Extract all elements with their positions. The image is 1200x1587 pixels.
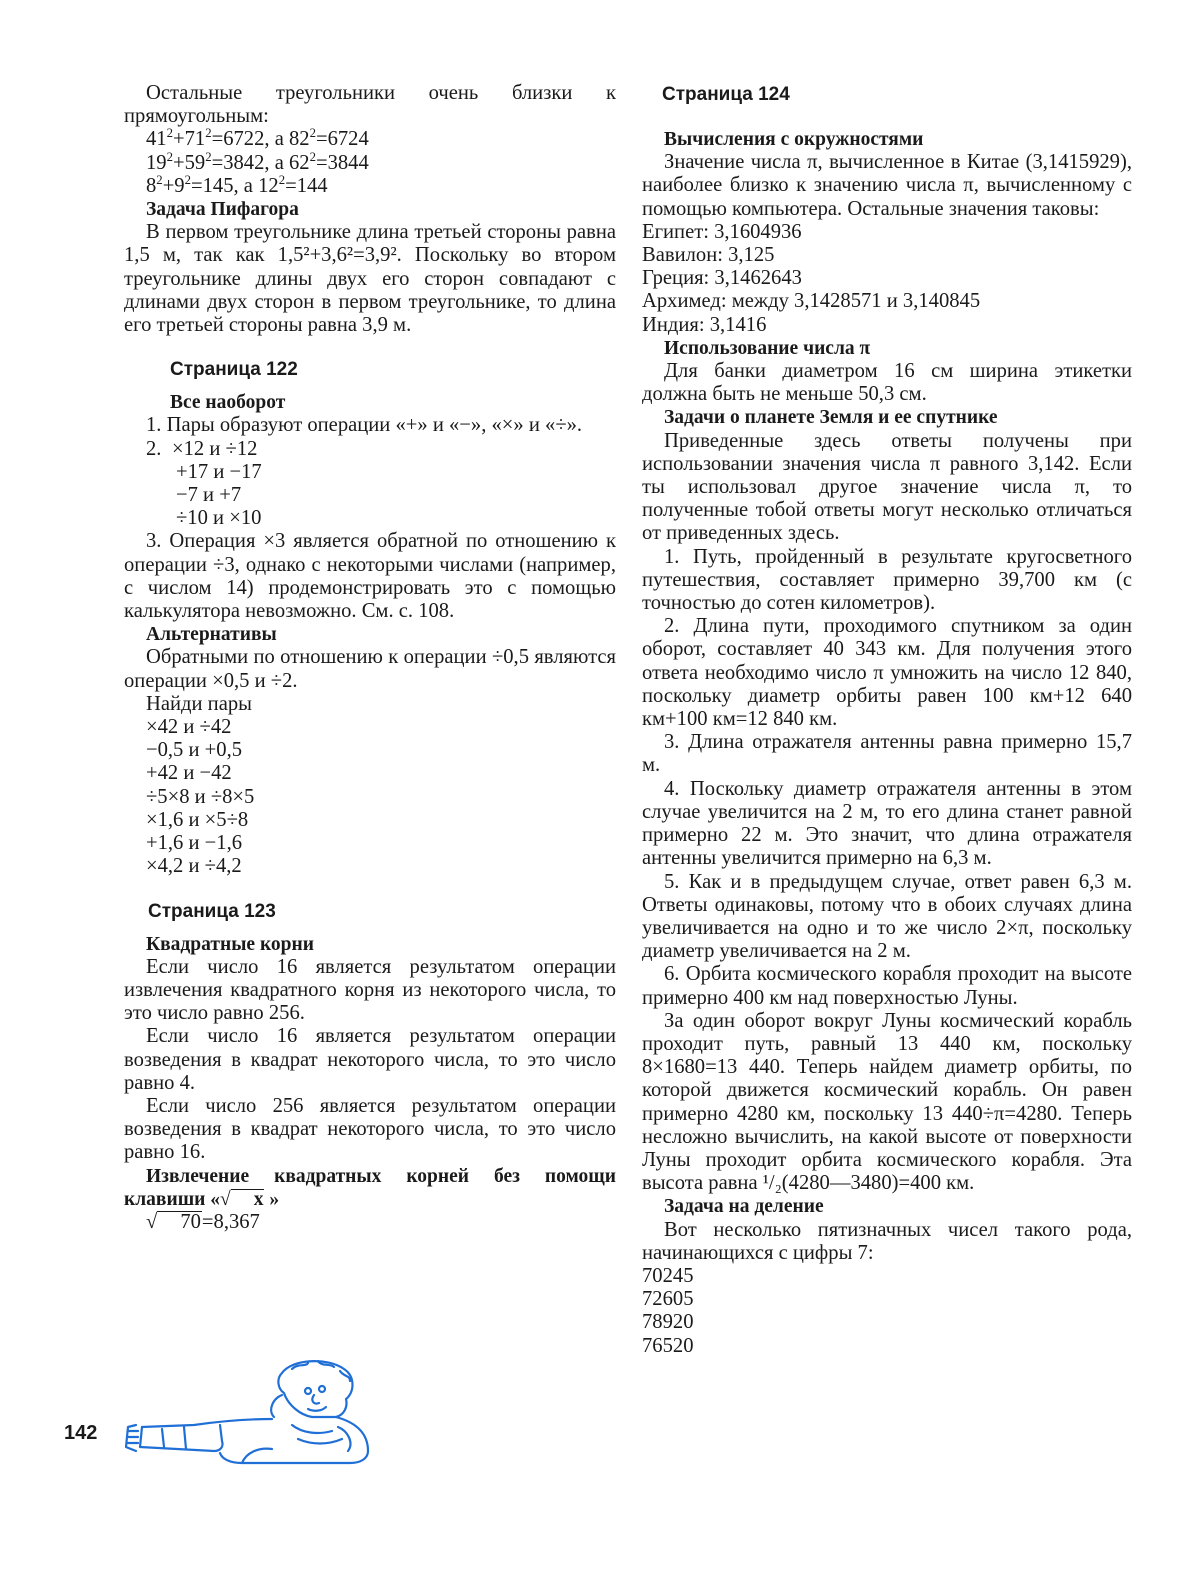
alternatives-text: Обратными по отношению к операции ÷0,5 являются операции ×0,5 и ÷2. bbox=[124, 646, 616, 692]
triple-line: $19^2+59^2=3842$, а $62^2=3844$ bbox=[146, 149, 369, 174]
pi-value-item: Египет: 3,1604936 bbox=[642, 220, 802, 243]
answers-list bbox=[642, 546, 1132, 1010]
division-text: Вот несколько пятизначных чисел такого рода, начинающихся с цифры 7: bbox=[642, 1218, 1132, 1264]
sqrt-70-result: √ 70=8,367 bbox=[146, 1210, 260, 1233]
sqrt-para-2: Если число 16 является результатом операции возведения в квадрат некоторого числа, то это число равно 4. bbox=[124, 1025, 616, 1094]
alternatives-title: Альтернативы bbox=[146, 624, 277, 646]
pair-item: ×42 и ÷42 bbox=[146, 716, 232, 739]
left-column bbox=[124, 82, 616, 1234]
pair-item: +42 и −42 bbox=[146, 762, 232, 785]
pythagoras-title: Задача Пифагора bbox=[146, 199, 299, 221]
number-item: 78920 bbox=[642, 1311, 694, 1334]
circles-title: Вычисления с окружностями bbox=[664, 129, 924, 150]
earth-title: Задачи о планете Земля и ее спутнике bbox=[664, 407, 998, 429]
item-3: 3. Операция ×3 является обратной по отношению к операции ÷3, однако с некоторыми числами (например, с числом 14) продемонстрировать это с помощью калькулятора невозможно. См. с. 108. bbox=[124, 530, 616, 623]
number-item: 76520 bbox=[642, 1334, 694, 1357]
intro-text: Остальные треугольники очень близки к прямоугольным: bbox=[124, 82, 616, 128]
answer-item: 2. Длина пути, проходимого спутником за один оборот, составляет 40 343 км. Для получения этого ответа необходимо число π умножить на число 12 840, поскольку диаметр орбиты равен 100 км+12 640 км+100 км=12 840 км. bbox=[642, 615, 1132, 731]
pair-item: ×4,2 и ÷4,2 bbox=[146, 855, 242, 878]
page-123-heading: Страница 123 bbox=[148, 900, 276, 922]
triple-line: $41^2+71^2=6722$, а $82^2=6724$ bbox=[146, 126, 369, 151]
reverse-title: Все наоборот bbox=[170, 392, 286, 414]
answer-item: 4. Поскольку диаметр отражателя антенны в этом случае увеличится на 2 м, то его длина станет равной примерно 22 м. Это значит, что длина отражателя антенны увеличится примерно на 6,3 м. bbox=[642, 777, 1132, 870]
pair-item: ×1,6 и ×5÷8 bbox=[146, 808, 249, 831]
pi-value-item: Архимед: между 3,1428571 и 3,140845 bbox=[642, 290, 981, 313]
extract-title: Извлечение квадратных корней без помощи клавиши «√ x » bbox=[124, 1165, 616, 1210]
page-124-heading: Страница 124 bbox=[662, 84, 790, 105]
number-item: 70245 bbox=[642, 1264, 694, 1287]
sqrt-para-1: Если число 16 является результатом операции извлечения квадратного корня из некоторого числа, то это число равно 256. bbox=[124, 955, 616, 1025]
pythagoras-text: В первом треугольнике длина третьей стороны равна 1,5 м, так как 1,5²+3,6²=3,9². Поскольку во втором треугольнике длины двух его сторон совпадают с длинами двух сторон в первом треугольнике, то длина его третьей стороны равна 3,9 м. bbox=[124, 221, 616, 337]
sqrt-para-3: Если число 256 является результатом операции возведения в квадрат некоторого числа, то это число равно 16. bbox=[124, 1094, 616, 1164]
item-2-line: −7 и +7 bbox=[176, 484, 242, 507]
pair-item: ÷5×8 и ÷8×5 bbox=[146, 785, 255, 808]
moon-text: За один оборот вокруг Луны космический корабль проходит путь, равный 13 440 км, поскольку 8×1680=13 440. Теперь найдем диаметр орбиты, по которой движется космический корабль. Он равен примерно 4280 км, поскольку 13 440÷π=4280. Теперь несложно вычислить, на какой высоте от поверхности Луны проходит орбита космического корабля. Эта высота равна ¹/₂(4280—3480)=400 км. bbox=[642, 1009, 1132, 1195]
item-2: 2. ×12 и ÷12 +17 и −17 −7 и +7 ÷10 и ×10 bbox=[146, 437, 262, 530]
circles-text: Значение числа π, вычисленное в Китае (3,1415929), наиболее близко к значению числа π, вычисленному с помощью компьютера. Остальные значения таковы: bbox=[642, 151, 1132, 220]
pi-value-item: Индия: 3,1416 bbox=[642, 313, 767, 336]
division-title: Задача на деление bbox=[664, 1196, 824, 1218]
pi-value-item: Вавилон: 3,125 bbox=[642, 244, 775, 267]
answer-item: 6. Орбита космического корабля проходит на высоте примерно 400 км над поверхностью Луны. bbox=[642, 963, 1132, 1009]
pi-values-list bbox=[642, 221, 1132, 337]
earth-intro: Приведенные здесь ответы получены при использовании значения числа π равного 3,142. Если ты использовал другое значение числа π, то полученные тобой ответы могут несколько отличаться от приведенных здесь. bbox=[642, 429, 1132, 545]
item-2-line: +17 и −17 bbox=[176, 460, 262, 483]
answer-item: 3. Длина отражателя антенны равна примерно 15,7 м. bbox=[642, 731, 1132, 777]
page-122-heading: Страница 122 bbox=[170, 359, 298, 381]
triples-list bbox=[124, 128, 616, 198]
page-number: 142 bbox=[64, 1422, 98, 1444]
pi-usage-text: Для банки диаметром 16 см ширина этикетки должна быть не меньше 50,3 см. bbox=[642, 360, 1132, 406]
pairs-list bbox=[124, 716, 616, 878]
numbers-list bbox=[642, 1265, 1132, 1358]
answer-item: 5. Как и в предыдущем случае, ответ равен 6,3 м. Ответы одинаковы, потому что в обоих случаях длина увеличивается на одно и то же число 2×π, поскольку диаметр увеличивается на 2 м. bbox=[642, 870, 1132, 963]
number-item: 72605 bbox=[642, 1288, 694, 1311]
triple-line: $8^2+9^2=145$, а $12^2=144$ bbox=[146, 172, 328, 197]
item-2-line: ×12 и ÷12 bbox=[172, 437, 258, 460]
item-2-line: ÷10 и ×10 bbox=[176, 507, 262, 530]
item-1: 1. Пары образуют операции «+» и «−», «×» и «÷». bbox=[146, 414, 583, 437]
square-roots-title: Квадратные корни bbox=[146, 933, 314, 955]
reclining-man-cartoon-icon bbox=[122, 1355, 382, 1470]
pair-item: −0,5 и +0,5 bbox=[146, 739, 243, 762]
pair-item: +1,6 и −1,6 bbox=[146, 832, 243, 855]
find-pairs-label: Найди пары bbox=[146, 692, 252, 715]
right-column bbox=[642, 82, 1132, 1358]
item-2-lines bbox=[172, 438, 262, 531]
pi-usage-title: Использование числа π bbox=[664, 337, 871, 359]
pi-value-item: Греция: 3,1462643 bbox=[642, 267, 802, 290]
answer-item: 1. Путь, пройденный в результате кругосветного путешествия, составляет примерно 39,700 км (с точностью до сотен километров). bbox=[642, 545, 1132, 615]
